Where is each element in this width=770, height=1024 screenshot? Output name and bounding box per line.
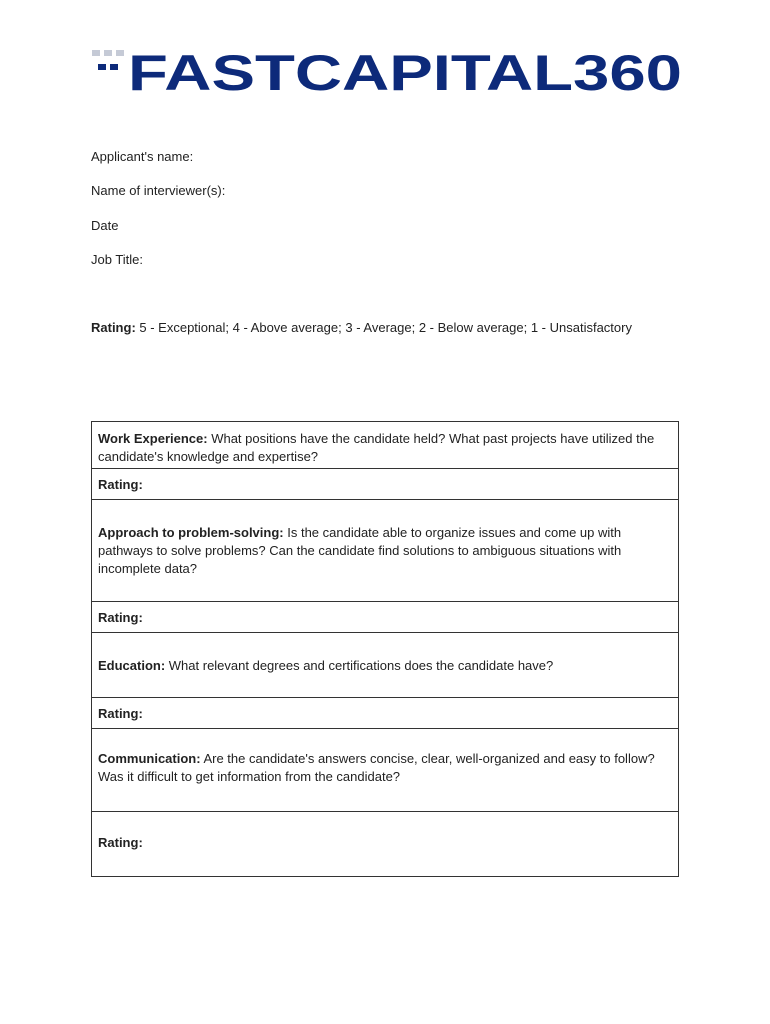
- section-heading: Communication:: [98, 751, 201, 766]
- logo-accent-square: [116, 50, 124, 56]
- section-rating: [92, 812, 678, 876]
- date-label: Date: [91, 218, 119, 233]
- logo-graphic: [92, 44, 684, 96]
- section-question-text: What positions have the candidate held? What past projects have utilized the candidate's knowledge and expertise?: [98, 431, 655, 464]
- section-question: [92, 500, 678, 602]
- logo-wordmark: FASTCAPITAL360: [128, 45, 682, 96]
- rating-scale-label: Rating:: [91, 320, 136, 335]
- job-title-label: Job Title:: [91, 252, 144, 267]
- section-question-text: What relevant degrees and certifications does the candidate have?: [165, 658, 554, 673]
- rating-scale-text: 5 - Exceptional; 4 - Above average; 3 - Average; 2 - Below average; 1 - Unsatisfactory: [135, 320, 632, 335]
- section-rating-label: Rating:: [98, 477, 143, 492]
- section-question: [92, 422, 678, 469]
- logo-accent-square: [104, 50, 112, 56]
- applicant-name-label: Applicant's name:: [91, 149, 194, 164]
- section-rating-label: Rating:: [98, 610, 143, 625]
- section-question-text: Are the candidate's answers concise, clear, well-organized and easy to follow? Was it difficult to get information from the candidate?: [98, 751, 655, 784]
- evaluation-table: [91, 421, 679, 877]
- section-rating: [92, 698, 678, 729]
- section-rating-label: Rating:: [98, 835, 143, 850]
- logo-accent-square: [110, 64, 118, 70]
- section-rating: [92, 602, 678, 633]
- rating-scale: [91, 320, 632, 336]
- section-rating: [92, 469, 678, 500]
- interviewer-name-label: Name of interviewer(s):: [91, 183, 226, 198]
- section-heading: Approach to problem-solving:: [98, 525, 284, 540]
- section-question: [92, 729, 678, 812]
- section-question-text: Is the candidate able to organize issues and come up with pathways to solve problems? Can the candidate find solutions to ambiguous situations with incomplete data?: [98, 525, 622, 576]
- section-heading: Work Experience:: [98, 431, 208, 446]
- company-logo: [92, 44, 684, 96]
- section-question: [92, 633, 678, 698]
- section-rating-label: Rating:: [98, 706, 143, 721]
- logo-accent-square: [92, 50, 100, 56]
- section-heading: Education:: [98, 658, 166, 673]
- logo-accent-square: [98, 64, 106, 70]
